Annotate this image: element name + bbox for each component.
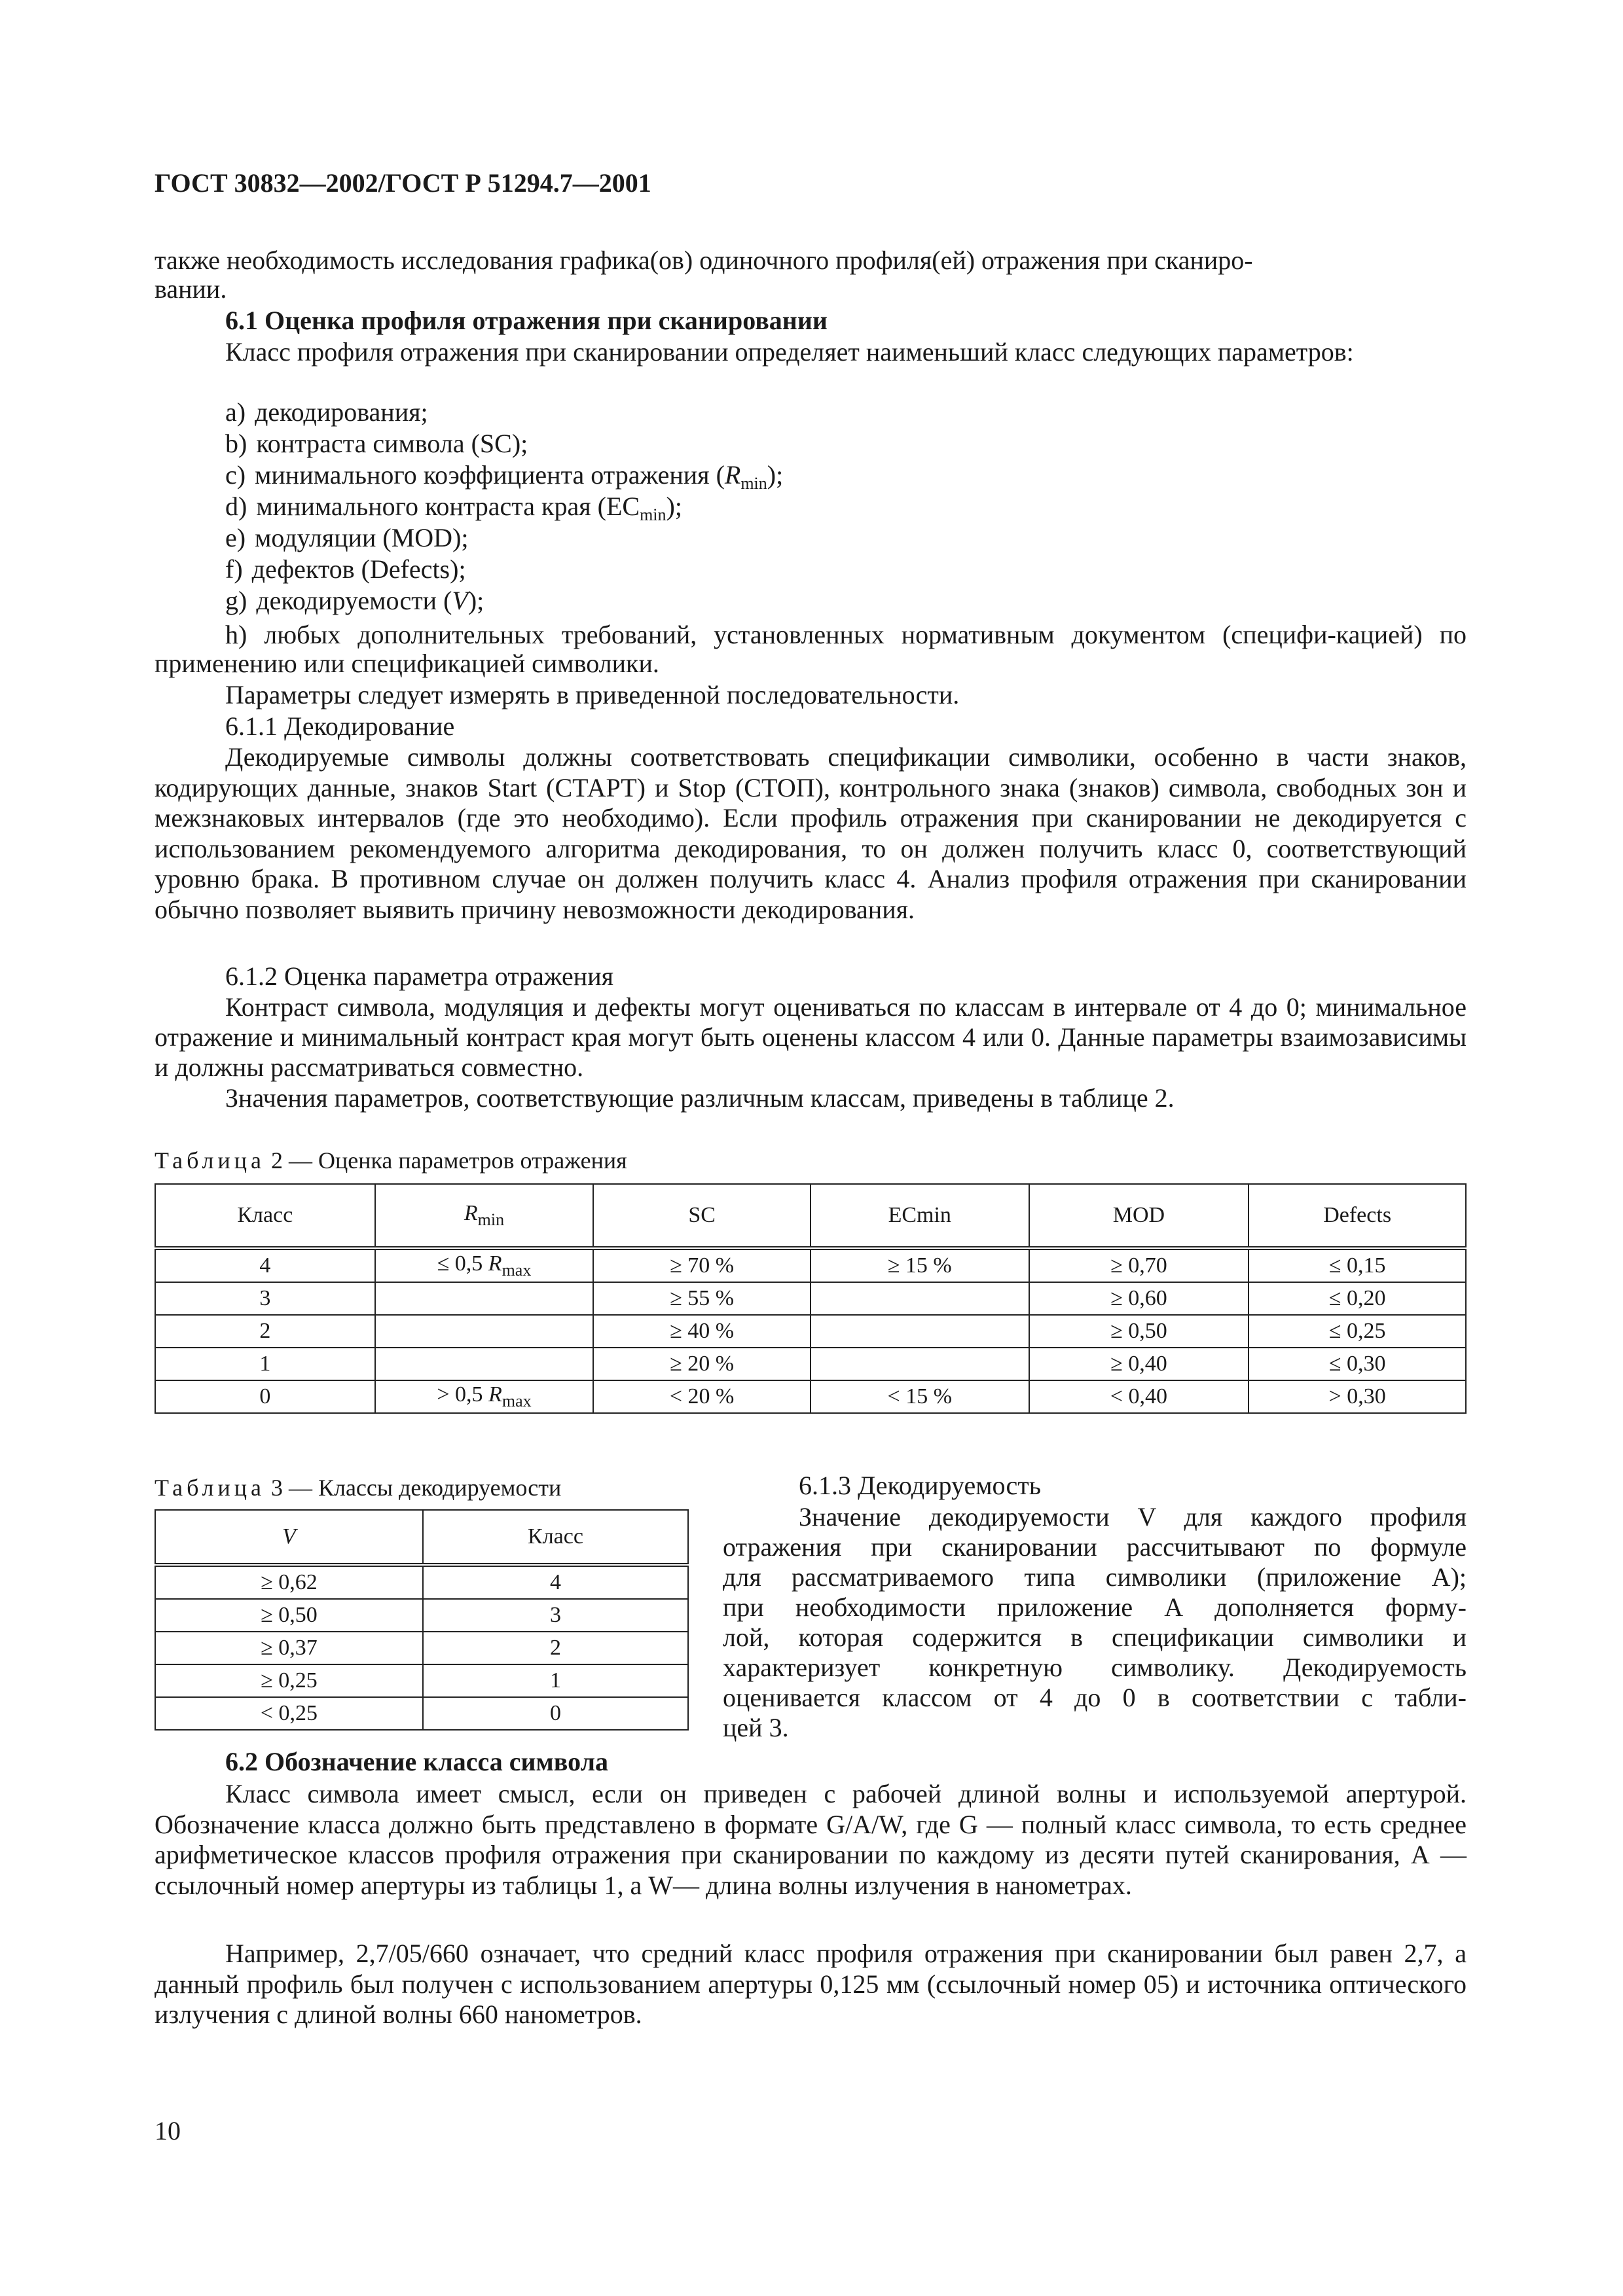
table-2-header-sc: SC — [593, 1184, 811, 1248]
list-item-marker: a) — [225, 397, 246, 427]
table-cell: 1 — [423, 1664, 688, 1697]
section-6-1-paragraph — [225, 338, 1467, 367]
table-2-header-ecmin: ECmin — [811, 1184, 1029, 1248]
table-cell: ≤ 0,25 — [1249, 1315, 1466, 1348]
paragraph-line: отражения при сканировании рассчитывают по формуле — [723, 1532, 1467, 1562]
table-3 — [155, 1509, 689, 1731]
table-cell: < 0,25 — [155, 1697, 423, 1730]
list-item-text: контраста символа (SC); — [256, 429, 528, 458]
table-3-caption-label: Таблица — [155, 1475, 265, 1501]
table-cell — [375, 1315, 594, 1348]
table-cell: > 0,30 — [1249, 1380, 1466, 1413]
table-cell: ≥ 0,60 — [1029, 1282, 1249, 1315]
table-cell: 4 — [155, 1248, 375, 1282]
table-3-caption-text: 3 — Классы декодируемости — [270, 1475, 562, 1501]
list-item-text: модуляции (MOD); — [255, 523, 469, 552]
list-item-text: минимального контраста края (EC — [256, 492, 640, 521]
table-cell: 3 — [155, 1282, 375, 1315]
table-row — [155, 1248, 1466, 1282]
section-6-1-title: 6.1 Оценка профиля отражения при сканировании — [225, 306, 828, 335]
section-6-2-paragraph-1: Класс символа имеет смысл, если он приведен с рабочей длиной волны и используемой апертурой. Обозначение класса должно быть представлено в формате G/A/W, где G — полный класс символа, то есть среднее арифметическое классов профиля отражения при сканировании по каждому из десяти путей сканирования, А — ссылочный номер апертуры из таблицы 1, а W— длина волны излучения в нанометрах. — [155, 1779, 1467, 1900]
table-cell: 0 — [155, 1380, 375, 1413]
table-cell: ≤ 0,30 — [1249, 1348, 1466, 1380]
table-row — [155, 1664, 688, 1697]
order-note: Параметры следует измерять в приведенной последовательности. — [225, 680, 960, 709]
table-cell: ≥ 40 % — [593, 1315, 811, 1348]
list-item-subscript: min — [640, 505, 666, 524]
section-6-1-3-title: 6.1.3 Декодируемость — [799, 1471, 1042, 1500]
table-cell: ≥ 0,50 — [155, 1599, 423, 1632]
table-cell: ≤ 0,5 $R_{max}$ — [375, 1248, 594, 1282]
table-cell: ≥ 0,70 — [1029, 1248, 1249, 1282]
table-row — [155, 1565, 688, 1599]
table-2-header-class: Класс — [155, 1184, 375, 1248]
section-6-1-2-paragraph: Контраст символа, модуляция и дефекты могут оцениваться по классам в интервале от 4 до 0; минимальное отражение и минимальный контраст края могут быть оценены классом 4 или 0. Данные параметры взаимозависимы и должны рассматриваться совместно. — [155, 992, 1467, 1082]
section-6-1-2-paragraph-2: Значения параметров, соответствующие различным классам, приведены в таблице 2. — [225, 1083, 1175, 1113]
list-item-subscript: min — [740, 474, 767, 493]
document-header: ГОСТ 30832—2002/ГОСТ Р 51294.7—2001 — [155, 168, 651, 198]
table-cell: ≤ 0,15 — [1249, 1248, 1466, 1282]
table-cell: 4 — [423, 1565, 688, 1599]
table-cell: ≥ 0,37 — [155, 1632, 423, 1664]
table-2 — [155, 1183, 1467, 1414]
list-item-marker: f) — [225, 554, 243, 584]
table-2-caption-label: Таблица — [155, 1147, 265, 1174]
section-6-1-1-title: 6.1.1 Декодирование — [225, 711, 455, 741]
paragraph-line: лой, которая содержится в спецификации символики и — [723, 1623, 1467, 1652]
section-6-2-paragraph-2: Например, 2,7/05/660 означает, что средний класс профиля отражения при сканировании был равен 2,7, а данный профиль был получен с использованием апертуры 0,125 мм (ссылочный номер 05) и источника оптического излучения с длиной волны 660 нанометров. — [155, 1939, 1467, 2029]
intro-line-2: вании. — [155, 274, 227, 304]
table-cell: ≥ 20 % — [593, 1348, 811, 1380]
paragraph-line: Значение декодируемости V для каждого профиля — [799, 1502, 1467, 1532]
page-number: 10 — [155, 2116, 181, 2145]
section-6-2-title: 6.2 Обозначение класса символа — [225, 1747, 609, 1776]
table-2-header-defects: Defects — [1249, 1184, 1466, 1248]
list-item-tail: ); — [467, 586, 484, 615]
list-item-tail: ); — [666, 492, 682, 521]
table-row — [155, 1599, 688, 1632]
table-2-caption-text: 2 — Оценка параметров отражения — [270, 1147, 627, 1174]
list-item-text: декодируемости ( — [256, 586, 452, 615]
paragraph-line: характеризует конкретную символику. Декодируемость — [723, 1653, 1467, 1682]
table-row — [155, 1380, 1466, 1413]
table-cell — [375, 1348, 594, 1380]
paragraph-line: оценивается классом от 4 до 0 в соответствии с табли- — [723, 1683, 1467, 1712]
list-item-text: минимального коэффициента отражения ( — [255, 460, 725, 490]
table-cell: ≥ 15 % — [811, 1248, 1029, 1282]
table-row — [155, 1697, 688, 1730]
paragraph-line: при необходимости приложение А дополняется форму- — [723, 1592, 1467, 1622]
table-cell: < 20 % — [593, 1380, 811, 1413]
list-item-h: h) любых дополнительных требований, установленных нормативным документом (специфи-кацией) по применению или спецификацией символики. — [155, 620, 1467, 678]
list-item — [225, 555, 466, 584]
table-2-caption — [155, 1147, 627, 1174]
table-row — [155, 1348, 1466, 1380]
table-row — [155, 1315, 1466, 1348]
list-item-text: дефектов (Defects); — [251, 554, 466, 584]
table-cell: ≥ 0,25 — [155, 1664, 423, 1697]
list-item-text: декодирования; — [255, 397, 428, 427]
intro-line-1: также необходимость исследования графика(ов) одиночного профиля(ей) отражения при сканиро- — [155, 245, 1253, 275]
table-cell: ≥ 0,62 — [155, 1565, 423, 1599]
list-item-marker: g) — [225, 586, 247, 615]
table-3-header-v: V — [155, 1510, 423, 1565]
table-cell — [811, 1348, 1029, 1380]
table-cell: ≥ 70 % — [593, 1248, 811, 1282]
table-cell: > 0,5 $R_{max}$ — [375, 1380, 594, 1413]
table-cell: ≥ 55 % — [593, 1282, 811, 1315]
list-item-symbol: R — [724, 460, 741, 490]
list-item-symbol: V — [452, 586, 468, 615]
paragraph-line: цей 3. — [723, 1713, 789, 1742]
section-6-1-2-title: 6.1.2 Оценка параметра отражения — [225, 961, 614, 991]
table-cell — [811, 1282, 1029, 1315]
section-6-1-1-paragraph: Декодируемые символы должны соответствовать спецификации символики, особенно в части знаков, кодирующих данные, знаков Start (СТАРТ) и Stop (СТОП), контрольного знака (знаков) символа, свободных зон и межзнаковых интервалов (где это необходимо). Если профиль отражения при сканировании не декодируется с использованием рекомендуемого алгоритма декодирования, то он должен получить класс 0, соответствующий уровню брака. В противном случае он должен получить класс 4. Анализ профиля отражения при сканировании обычно позволяет выявить причину невозможности декодирования. — [155, 742, 1467, 924]
table-row — [155, 1282, 1466, 1315]
paragraph-line: для рассматриваемого типа символики (приложение А); — [723, 1562, 1467, 1592]
table-cell: ≤ 0,20 — [1249, 1282, 1466, 1315]
list-item-marker: c) — [225, 460, 246, 490]
list-item-marker: b) — [225, 429, 247, 458]
list-item — [225, 586, 484, 615]
list-item-marker: e) — [225, 523, 246, 552]
list-item-tail: ); — [767, 460, 784, 490]
table-cell — [375, 1282, 594, 1315]
table-cell: < 15 % — [811, 1380, 1029, 1413]
section-6-1-text: Класс профиля отражения при сканировании определяет наименьший класс следующих параметров: — [225, 337, 1354, 367]
table-cell: 2 — [155, 1315, 375, 1348]
table-cell: 3 — [423, 1599, 688, 1632]
list-item — [225, 524, 469, 552]
table-cell: < 0,40 — [1029, 1380, 1249, 1413]
table-cell — [811, 1315, 1029, 1348]
table-row — [155, 1632, 688, 1664]
table-cell: ≥ 0,50 — [1029, 1315, 1249, 1348]
table-3-header-class: Класс — [423, 1510, 688, 1565]
table-cell: 1 — [155, 1348, 375, 1380]
list-item — [225, 429, 528, 458]
list-item — [225, 398, 428, 427]
table-3-caption — [155, 1474, 561, 1501]
table-2-header-rmin: $R_{min}$ — [375, 1184, 594, 1248]
table-2-header-mod: MOD — [1029, 1184, 1249, 1248]
table-cell: 0 — [423, 1697, 688, 1730]
list-item-marker: d) — [225, 492, 247, 521]
table-cell: ≥ 0,40 — [1029, 1348, 1249, 1380]
table-cell: 2 — [423, 1632, 688, 1664]
